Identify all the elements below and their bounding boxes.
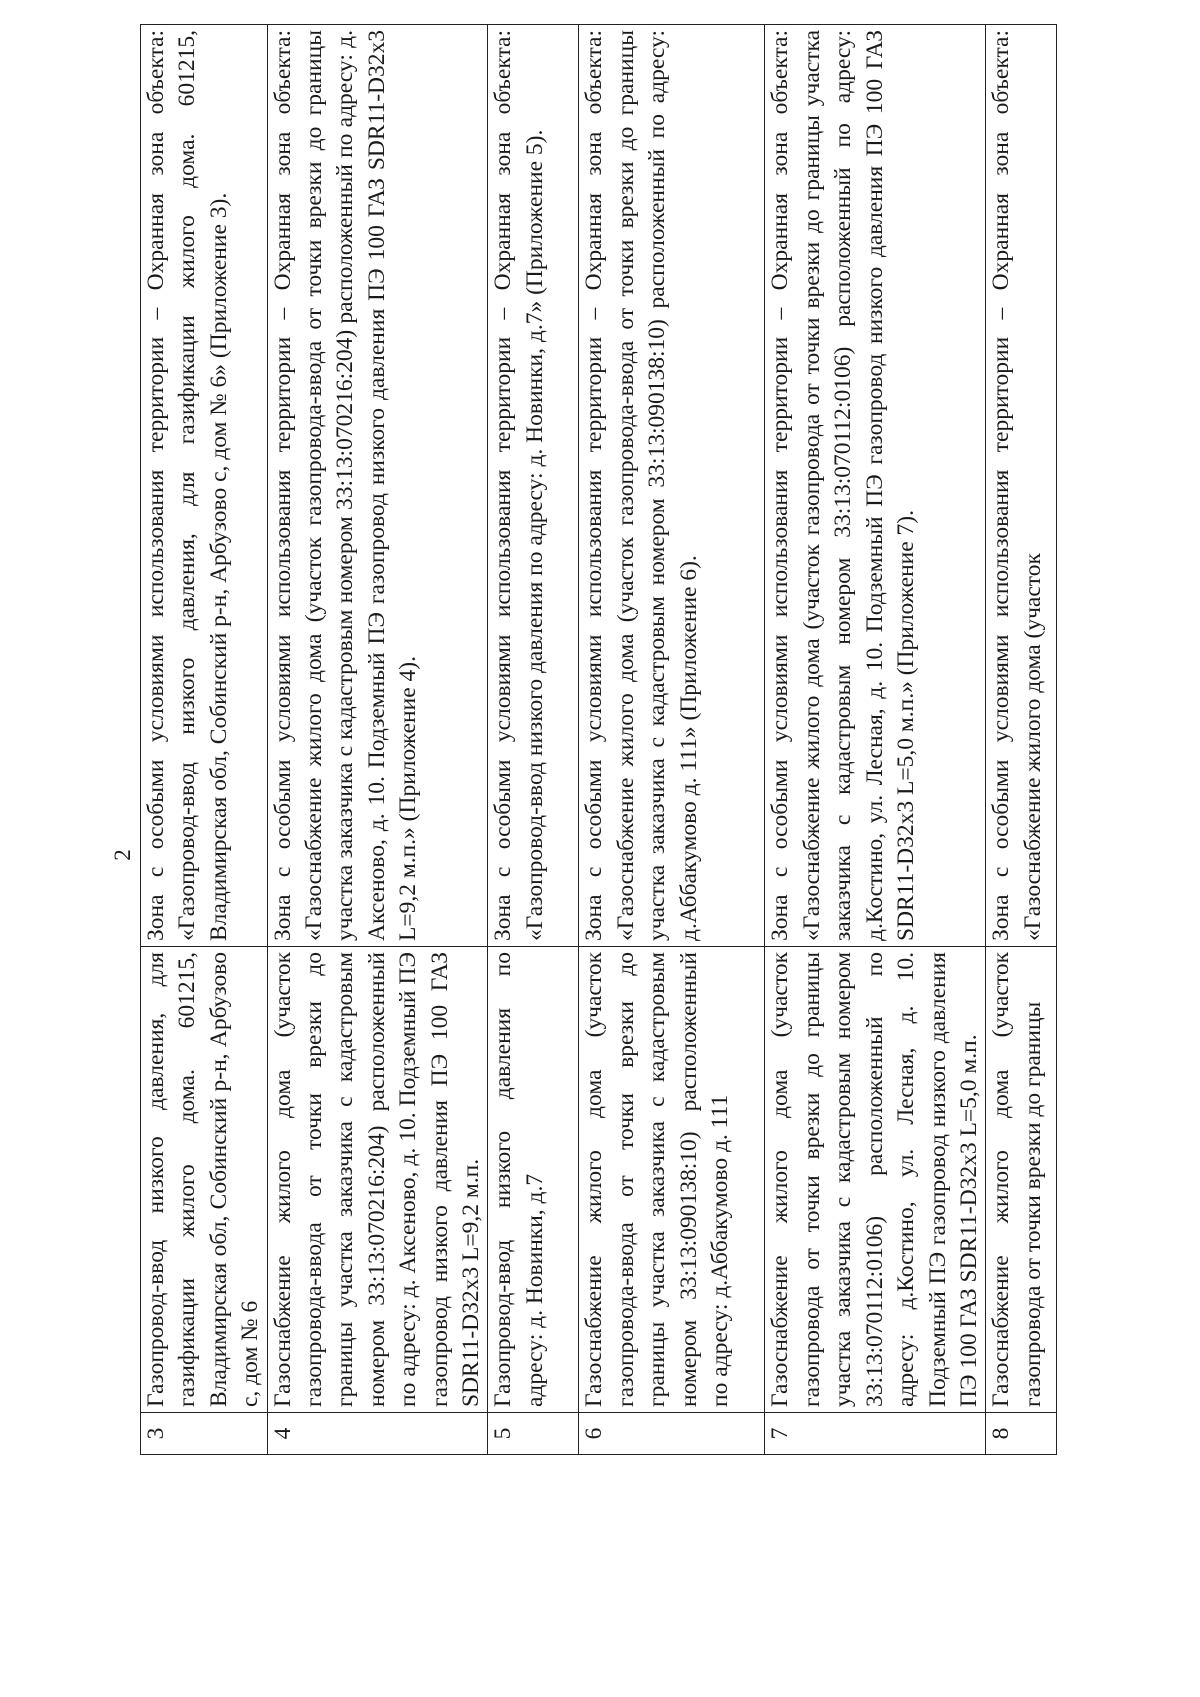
object-name-cell: Газоснабжение жилого дома (участок газопровода от точки врезки до границы участка заказчика с кадастровым номером 33:13:070112:0106) расположенный по адресу: д.Костино, ул. Лесная, д. 10. Подземный ПЭ газопровод низкого давления ПЭ 100 ГАЗ SDR11-D32x3 L=5,0 м.п. xyxy=(765,947,986,1413)
zone-description-cell: Зона с особыми условиями использования территории – Охранная зона объекта: «Газоснабжение жилого дома (участок xyxy=(986,25,1057,947)
table-row xyxy=(579,25,765,1455)
object-name-cell: Газоснабжение жилого дома (участок газопровода-ввода от точки врезки до границы участка заказчика с кадастровым номером 33:13:090138:10) расположенный по адресу: д.Аббакумово д. 111 xyxy=(579,947,765,1413)
row-number: 6 xyxy=(579,1413,765,1455)
row-number: 7 xyxy=(765,1413,986,1455)
table-row xyxy=(765,25,986,1455)
object-name-cell: Газоснабжение жилого дома (участок газопровода-ввода от точки врезки до границы участка заказчика с кадастровым номером 33:13:070216:204) расположенный по адресу: д. Аксеново, д. 10. Подземный ПЭ газопровод низкого давления ПЭ 100 ГАЗ SDR11-D32x3 L=9,2 м.п. xyxy=(267,947,488,1413)
table-row xyxy=(488,25,579,1455)
zone-description-cell: Зона с особыми условиями использования территории – Охранная зона объекта: «Газоснабжение жилого дома (участок газопровода от точки врезки до границы участка заказчика с кадастровым номером 33:13:070112:0106) расположенный по адресу: д.Костино, ул. Лесная, д. 10. Подземный ПЭ газопровод низкого давления ПЭ 100 ГАЗ SDR11-D32x3 L=5,0 м.п.» (Приложение 7). xyxy=(765,25,986,947)
zone-description-cell: Зона с особыми условиями использования территории – Охранная зона объекта: «Газоснабжение жилого дома (участок газопровода-ввода от точки врезки до границы участка заказчика с кадастровым номером 33:13:070216:204) расположенный по адресу: д. Аксеново, д. 10. Подземный ПЭ газопровод низкого давления ПЭ 100 ГАЗ SDR11-D32x3 L=9,2 м.п.» (Приложение 4). xyxy=(267,25,488,947)
row-number: 8 xyxy=(986,1413,1057,1455)
table-row xyxy=(986,25,1057,1455)
zone-description-cell: Зона с особыми условиями использования территории – Охранная зона объекта: «Газопровод-ввод низкого давления, для газификации жилого дома. 601215, Владимирская обл, Собинский р-н, Арбузово с, дом № 6» (Приложение 3). xyxy=(141,25,268,947)
zone-description-cell: Зона с особыми условиями использования территории – Охранная зона объекта: «Газоснабжение жилого дома (участок газопровода-ввода от точки врезки до границы участка заказчика с кадастровым номером 33:13:090138:10) расположенный по адресу: д.Аббакумово д. 111» (Приложение 6). xyxy=(579,25,765,947)
object-name-cell: Газопровод-ввод низкого давления по адресу: д. Новинки, д.7 xyxy=(488,947,579,1413)
zone-description-cell: Зона с особыми условиями использования территории – Охранная зона объекта: «Газопровод-ввод низкого давления по адресу: д. Новинки, д.7» (Приложение 5). xyxy=(488,25,579,947)
objects-table xyxy=(140,24,1057,1455)
page-number: 2 xyxy=(109,849,135,861)
rotated-table-container xyxy=(140,25,1046,1455)
table-row xyxy=(267,25,488,1455)
object-name-cell: Газоснабжение жилого дома (участок газопровода от точки врезки до границы xyxy=(986,947,1057,1413)
row-number: 4 xyxy=(267,1413,488,1455)
object-name-cell: Газопровод-ввод низкого давления, для газификации жилого дома. 601215, Владимирская обл, Собинский р-н, Арбузово с, дом № 6 xyxy=(141,947,268,1413)
table-row xyxy=(141,25,268,1455)
row-number: 3 xyxy=(141,1413,268,1455)
row-number: 5 xyxy=(488,1413,579,1455)
